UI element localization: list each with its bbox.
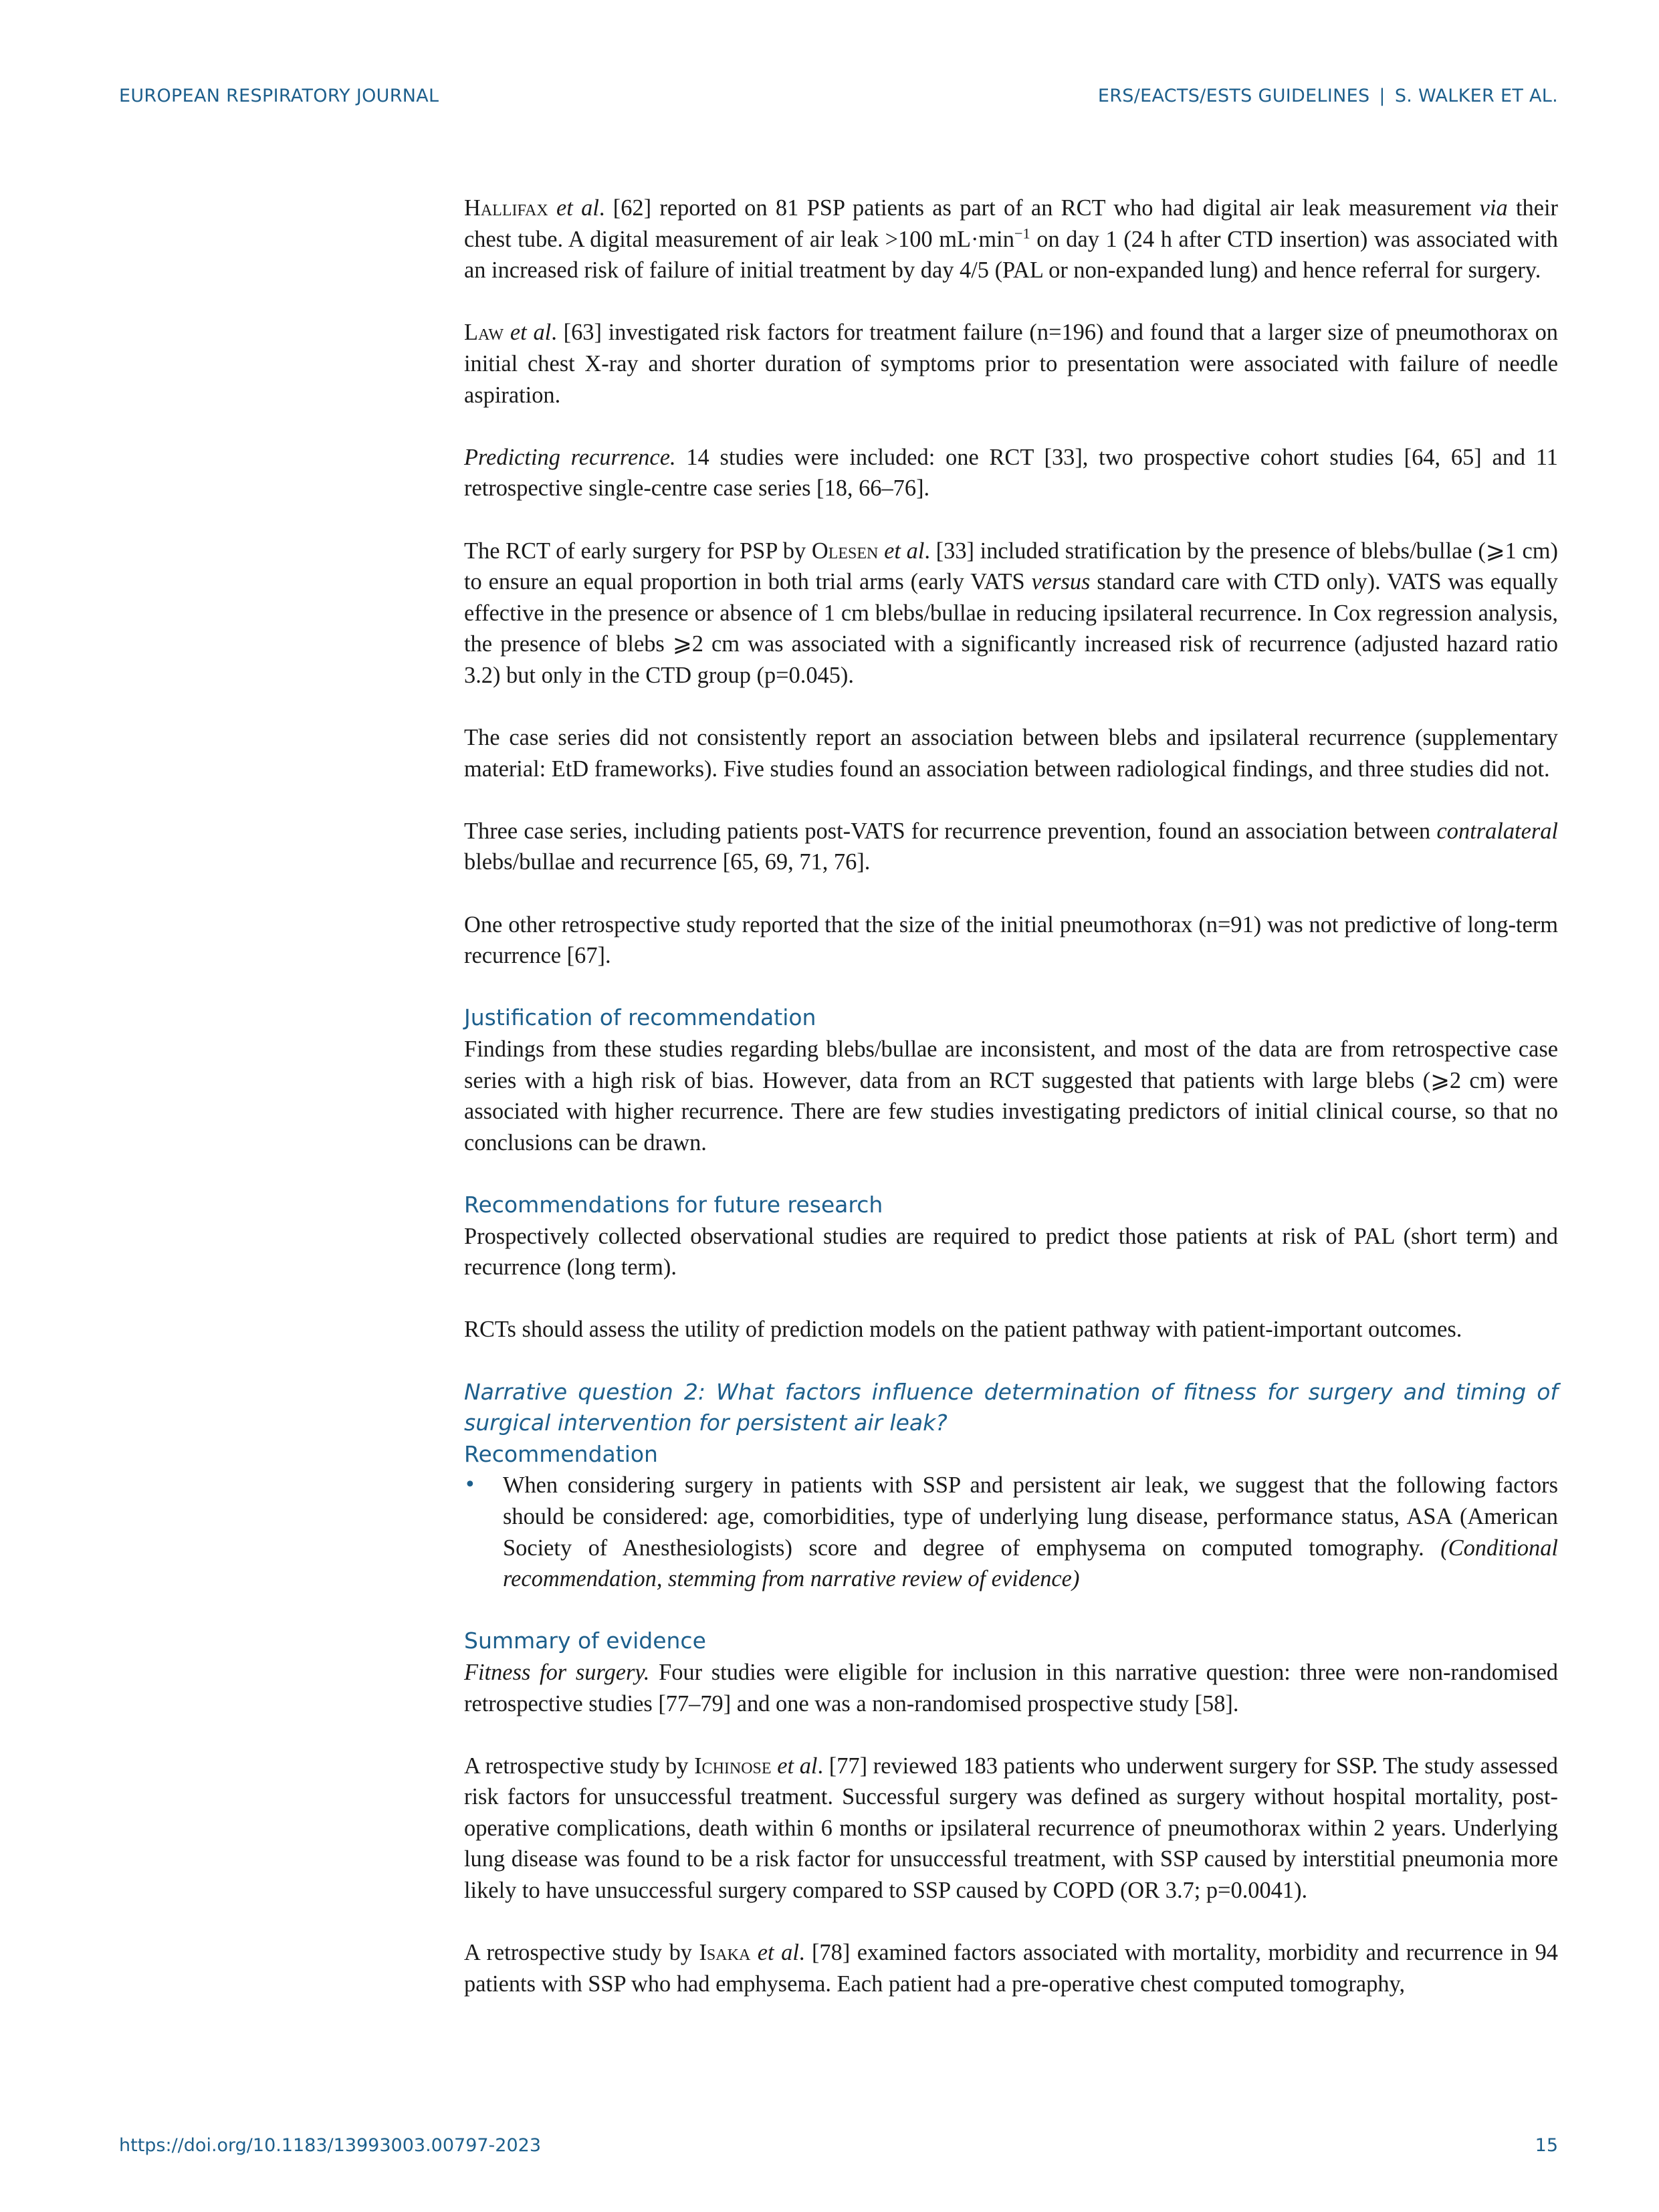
italic-term: via — [1479, 195, 1508, 221]
article-body — [464, 193, 1558, 1999]
run-in-heading: Predicting recurrence. — [464, 444, 676, 470]
et-al: et al — [556, 195, 599, 221]
page-number: 15 — [1535, 2135, 1558, 2156]
bullet-icon: • — [464, 1473, 476, 1497]
paragraph-size-pneumothorax: One other retrospective study reported that the size of the initial pneumothorax (n=91) was not predictive of long-term recurrence [67]. — [464, 911, 1558, 969]
heading-justification: Justification of recommendation — [464, 1004, 816, 1031]
et-al: et al — [777, 1753, 818, 1779]
recommendation-list — [464, 1470, 1558, 1594]
paragraph-predicting-recurrence — [464, 442, 1558, 504]
doi-link[interactable]: https://doi.org/10.1183/13993003.00797-2023 — [119, 2135, 542, 2156]
header-authors: S. WALKER ET AL. — [1394, 86, 1558, 106]
author-name: Isaka — [699, 1940, 751, 1966]
guideline-title: ERS/EACTS/ESTS GUIDELINES — [1097, 86, 1370, 106]
paragraph-text: blebs/bullae and recurrence [65, 69, 71, 76]. — [464, 849, 871, 875]
superscript: −1 — [1014, 225, 1030, 242]
paragraph-text: on day 1 (24 h after CTD insertion) was associated with an increased risk of failure of initial treatment by day 4/5 (PAL or non-expanded lung) and hence referral for surgery. — [464, 226, 1558, 284]
heading-summary-evidence: Summary of evidence — [464, 1628, 706, 1654]
recommendation-item — [464, 1470, 1558, 1594]
paragraph-text: Three case series, including patients post-VATS for recurrence prevention, found an association between — [464, 818, 1437, 844]
paragraph-text: The RCT of early surgery for PSP by — [464, 538, 812, 564]
et-al: et al — [757, 1940, 799, 1966]
paragraph-text: . [33] included stratification by the presence of blebs/bullae (⩾1 cm) to ensure an equal proportion in both trial arms (early VATS — [464, 538, 1558, 595]
running-head-guideline — [1098, 86, 1558, 106]
paragraph-contralateral — [464, 816, 1558, 878]
italic-term: versus — [1031, 569, 1091, 595]
paragraph-hallifax — [464, 193, 1558, 286]
paragraph-case-series: The case series did not consistently report an association between blebs and ipsilateral recurrence (supplementary material: EtD frameworks). Five studies found an association between radiological findings, and three studies did not. — [464, 725, 1558, 782]
paragraph-rcts: RCTs should assess the utility of prediction models on the patient pathway with patient-important outcomes. — [464, 1317, 1462, 1343]
paragraph-ichinose — [464, 1751, 1558, 1906]
paragraph-olesen — [464, 536, 1558, 691]
run-in-heading: Fitness for surgery. — [464, 1659, 650, 1685]
et-al: et al — [510, 320, 552, 346]
recommendation-text: When considering surgery in patients with SSP and persistent air leak, we suggest that the following factors should be considered: age, comorbidities, type of underlying lung disease, performance status, ASA (American Society of Anesthesiologists) score and degree of emphysema on computed tomography. — [503, 1472, 1558, 1561]
paragraph-prospective: Prospectively collected observational studies are required to predict those patients at risk of PAL (short term) and recurrence (long term). — [464, 1223, 1558, 1281]
et-al: et al — [884, 538, 925, 564]
author-name: Olesen — [811, 538, 879, 564]
paragraph-text: standard care with CTD only). VATS was equally effective in the presence or absence of 1 cm blebs/bullae in reducing ipsilateral recurrence. In Cox regression analysis, the presence of blebs ⩾2 cm was associated with a significantly increased risk of recurrence (adjusted hazard ratio 3.2) but only in the CTD group (p=0.045). — [464, 569, 1558, 688]
author-name: Ichinose — [694, 1753, 772, 1779]
heading-future-research: Recommendations for future research — [464, 1192, 883, 1218]
paragraph-text: Four studies were eligible for inclusion in this narrative question: three were non-randomised retrospective studies [77–79] and one was a non-randomised prospective study [58]. — [464, 1659, 1558, 1717]
running-head-journal: EUROPEAN RESPIRATORY JOURNAL — [119, 86, 439, 106]
paragraph-fitness-surgery — [464, 1657, 1558, 1719]
header-separator: | — [1379, 86, 1386, 106]
paragraph-text: A retrospective study by — [464, 1753, 695, 1779]
paragraph-law — [464, 317, 1558, 411]
paragraph-justification: Findings from these studies regarding blebs/bullae are inconsistent, and most of the data are from retrospective case series with a high risk of bias. However, data from an RCT suggested that patients with large blebs (⩾2 cm) were associated with higher recurrence. There are few studies investigating predictors of initial clinical course, so that no conclusions can be drawn. — [464, 1036, 1558, 1155]
paragraph-isaka — [464, 1937, 1558, 1999]
paragraph-text: . [63] investigated risk factors for treatment failure (n=196) and found that a larger size of pneumothorax on initial chest X-ray and shorter duration of symptoms prior to presentation were associated with failure of needle aspiration. — [464, 320, 1558, 408]
paragraph-text: . [62] reported on 81 PSP patients as part of an RCT who had digital air leak measurement — [598, 195, 1480, 221]
paragraph-text: . [78] examined factors associated with mortality, morbidity and recurrence in 94 patients with SSP who had emphysema. Each patient had a pre-operative chest computed tomography, — [464, 1940, 1558, 1997]
heading-recommendation: Recommendation — [464, 1440, 658, 1467]
paragraph-text: . [77] reviewed 183 patients who underwent surgery for SSP. The study assessed risk factors for unsuccessful treatment. Successful surgery was defined as surgery without hospital mortality, post-operative complications, death within 6 months or ipsilateral recurrence of pneumothorax within 2 years. Underlying lung disease was found to be a risk factor for unsuccessful treatment, with SSP caused by interstitial pneumonia more likely to have unsuccessful surgery compared to SSP caused by COPD (OR 3.7; p=0.0041). — [464, 1753, 1558, 1904]
recommendation-strength: (Conditional recommendation, stemming from narrative review of evidence) — [503, 1535, 1558, 1592]
paragraph-text: 14 studies were included: one RCT [33], two prospective cohort studies [64, 65] and 11 retrospective single-centre case series [18, 66–76]. — [464, 444, 1558, 502]
paragraph-text: their chest tube. A digital measurement of air leak >100 mL·min — [464, 195, 1558, 252]
paragraph-text: A retrospective study by — [464, 1940, 699, 1966]
heading-narrative-question-2: Narrative question 2: What factors influence determination of fitness for surgery and timing of surgical intervention for persistent air leak? — [464, 1378, 1558, 1436]
italic-term: contralateral — [1436, 818, 1558, 844]
author-name: Hallifax — [464, 195, 548, 221]
author-name: Law — [464, 320, 504, 346]
